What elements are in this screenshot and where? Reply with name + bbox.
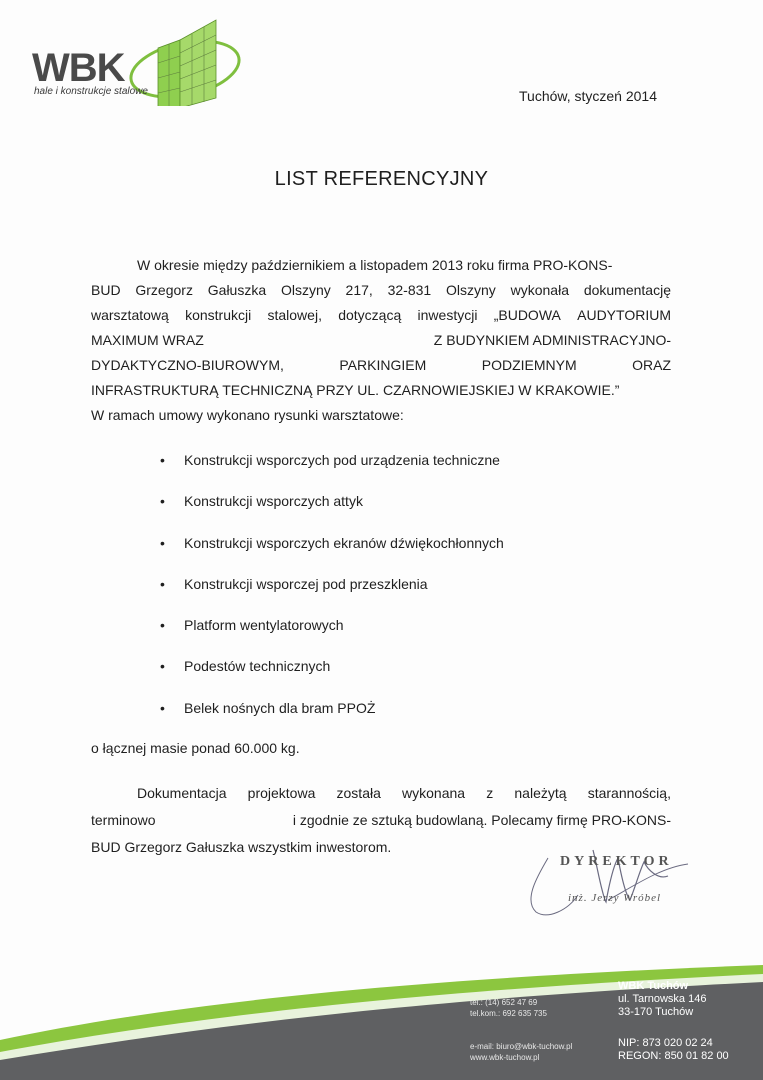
bullet-icon: • <box>160 617 165 634</box>
paragraph-line: BUD Grzegorz Gałuszka wszystkim inwestorom. <box>91 839 392 855</box>
list-item: • Konstrukcji wsporczych ekranów dźwiękochłonnych <box>160 534 504 551</box>
paragraph-line: BUD Grzegorz Gałuszka Olszyny 217, 32-831 Olszyny wykonała dokumentację <box>91 282 671 298</box>
footer-address <box>618 980 706 1019</box>
paragraph-line: DYDAKTYCZNO-BIUROWYM, PARKINGIEM PODZIEMNYM ORAZ <box>91 357 671 373</box>
signature-name: inż. Jerzy Wróbel <box>568 892 662 904</box>
footer-phones <box>470 997 547 1019</box>
intro-paragraph <box>91 253 671 428</box>
footer-email: e-mail: biuro@wbk-tuchow.pl <box>470 1042 573 1051</box>
document-title: LIST REFERENCYJNY <box>274 168 489 190</box>
footer-online <box>470 1041 572 1063</box>
signature-stamp <box>518 840 698 930</box>
list-item: • Platform wentylatorowych <box>160 617 344 634</box>
bullet-icon: • <box>160 699 165 716</box>
list-item: • Konstrukcji wsporczych pod urządzenia techniczne <box>160 452 500 468</box>
list-item: • Belek nośnych dla bram PPOŻ <box>160 699 376 716</box>
list-item: • Konstrukcji wsporczej pod przeszklenia <box>160 575 428 592</box>
paragraph-line: W okresie między październikiem a listopadem 2013 roku firma PRO-KONS- <box>137 257 613 273</box>
bullet-icon: • <box>160 534 165 551</box>
footer-city: 33-170 Tuchów <box>618 1006 694 1018</box>
paragraph-line: INFRASTRUKTURĄ TECHNICZNĄ PRZY UL. CZARNOWIEJSKIEJ W KRAKOWIE.” <box>91 382 620 398</box>
footer-telkom: tel.kom.: 692 635 735 <box>470 1009 547 1018</box>
letter-date: Tuchów, styczeń 2014 <box>519 88 658 104</box>
paragraph-line: terminowo i zgodnie ze sztuką budowlaną. Polecamy firmę PRO-KONS- <box>91 812 671 828</box>
list-item: • Konstrukcji wsporczych attyk <box>160 493 363 510</box>
footer-company: WBK Tuchów <box>618 980 689 992</box>
footer-street: ul. Tarnowska 146 <box>618 993 707 1005</box>
footer-ids <box>618 1037 729 1063</box>
signature-title: DYREKTOR <box>560 854 673 869</box>
footer-regon: REGON: 850 01 82 00 <box>618 1050 729 1062</box>
paragraph-line: W ramach umowy wykonano rysunki warsztatowe: <box>91 407 404 423</box>
logo-subtitle: hale i konstrukcje stalowe <box>34 86 148 97</box>
drawings-list <box>160 452 504 741</box>
total-mass-line: o łącznej masie ponad 60.000 kg. <box>91 740 300 756</box>
bullet-icon: • <box>160 658 165 675</box>
footer-tel: tel.: (14) 652 47 69 <box>470 998 538 1007</box>
paragraph-line: Dokumentacja projektowa została wykonana z należytą starannością, <box>137 785 671 801</box>
paragraph-line: warsztatową konstrukcji stalowej, dotyczącą inwestycji „BUDOWA AUDYTORIUM <box>91 307 671 323</box>
footer-www: www.wbk-tuchow.pl <box>470 1053 540 1062</box>
logo-wordmark: WBK <box>32 46 125 90</box>
bullet-icon: • <box>160 452 165 468</box>
footer-nip: NIP: 873 020 02 24 <box>618 1037 713 1049</box>
list-item: • Podestów technicznych <box>160 658 331 675</box>
paragraph-line: MAXIMUM WRAZ Z BUDYNKIEM ADMINISTRACYJNO- <box>91 332 671 348</box>
bullet-icon: • <box>160 493 165 510</box>
company-logo <box>30 14 245 106</box>
bullet-icon: • <box>160 575 165 592</box>
